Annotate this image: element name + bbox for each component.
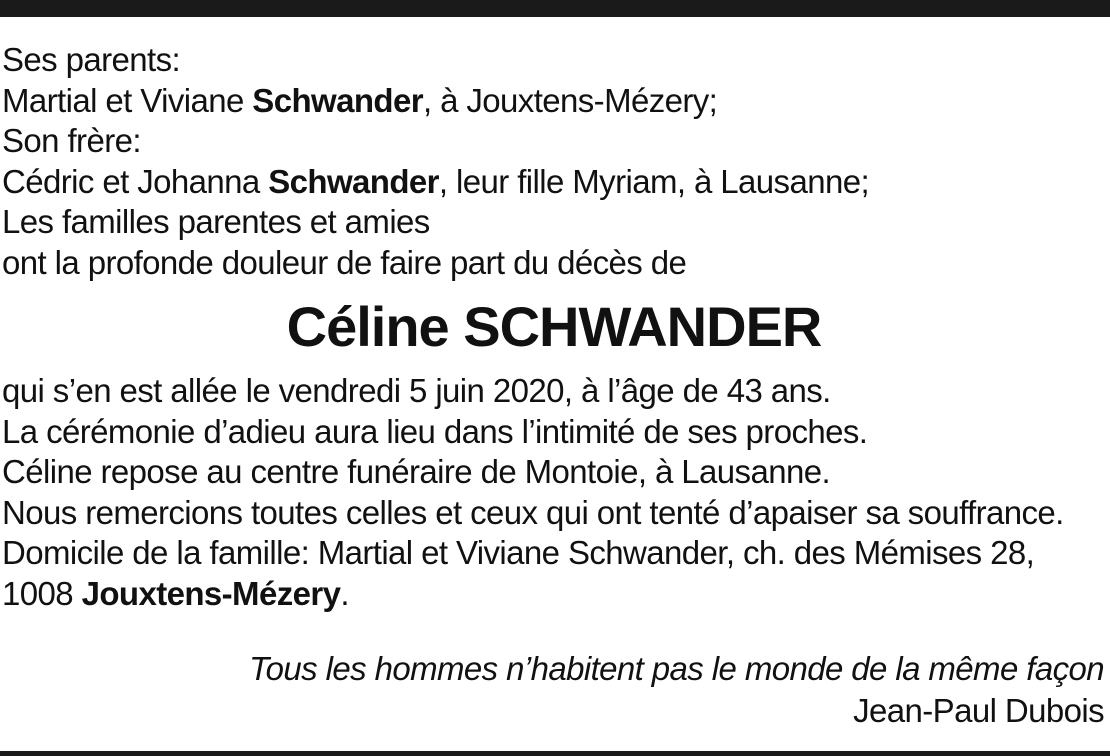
closing-quote-block — [249, 648, 1104, 732]
detail-line: Nous remercions toutes celles et ceux qui ont tenté d’apaiser sa souffrance. — [2, 493, 1064, 531]
detail-line: La cérémonie d’adieu aura lieu dans l’intimité de ses proches. — [2, 412, 868, 450]
family-section — [2, 40, 1106, 283]
death-notice — [2, 40, 1106, 614]
top-border-rule — [0, 0, 1110, 17]
detail-line: Domicile de la famille: Martial et Viviane Schwander, ch. des Mémises 28, — [2, 534, 1035, 571]
family-line: ont la profonde douleur de faire part du décès de — [2, 243, 687, 281]
detail-line: 1008 Jouxtens-Mézery. — [2, 574, 349, 612]
quote-text: Tous les hommes n’habitent pas le monde de la même façon — [249, 650, 1104, 687]
family-line: Son frère: — [2, 122, 141, 159]
family-line: Martial et Viviane Schwander, à Jouxtens-Mézery; — [2, 81, 718, 119]
details-section — [2, 371, 1106, 614]
detail-line: Céline repose au centre funéraire de Montoie, à Lausanne. — [2, 453, 831, 490]
family-line: Cédric et Johanna Schwander, leur fille Myriam, à Lausanne; — [2, 162, 870, 200]
detail-line: qui s’en est allée le vendredi 5 juin 2020, à l’âge de 43 ans. — [2, 372, 831, 409]
family-line: Ses parents: — [2, 41, 181, 78]
deceased-name: Céline SCHWANDER — [286, 295, 822, 358]
bottom-border-rule — [0, 751, 1110, 756]
quote-author: Jean-Paul Dubois — [853, 692, 1104, 729]
family-line: Les familles parentes et amies — [2, 203, 430, 240]
